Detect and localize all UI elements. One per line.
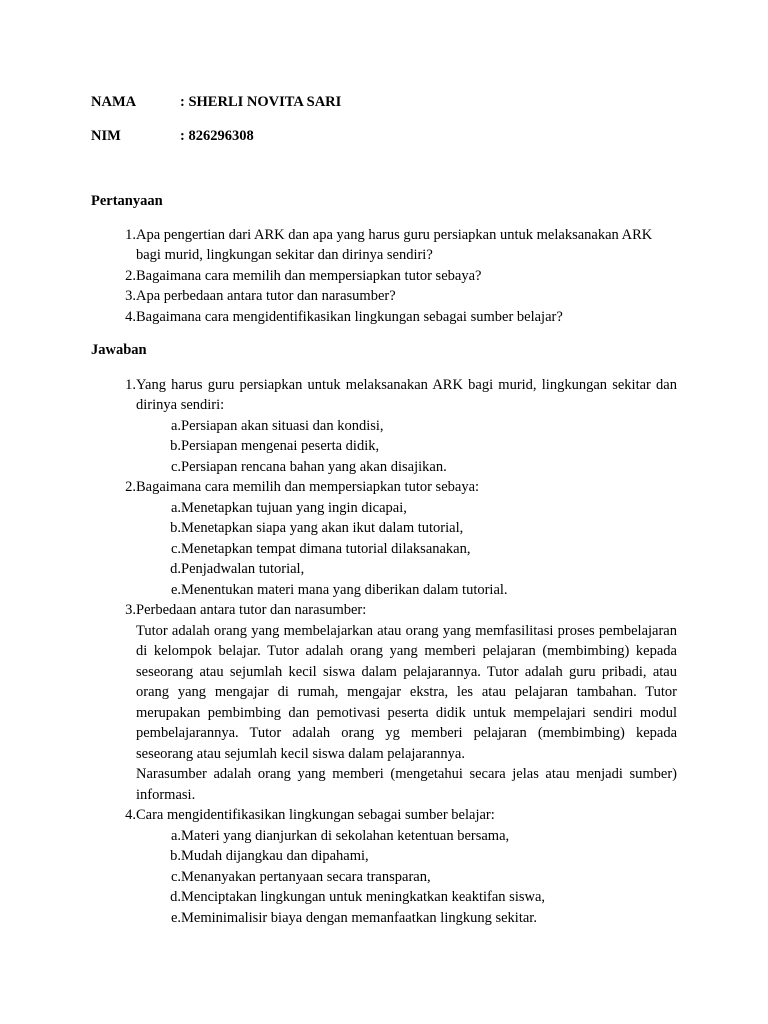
- question-item: [91, 266, 677, 287]
- question-number: 4.: [125, 308, 136, 325]
- subitem-text: Menetapkan tujuan yang ingin dicapai,: [181, 499, 407, 516]
- answer-number: 1.: [125, 376, 136, 393]
- answer-subitem: [136, 518, 677, 539]
- subitem-letter: b.: [170, 438, 181, 454]
- name-label: NAMA: [91, 94, 137, 110]
- answer-subitem: [136, 539, 677, 560]
- answer-subitem: [136, 498, 677, 519]
- answer-subitem: [136, 580, 677, 601]
- subitem-letter: a.: [170, 417, 181, 434]
- answer-subitem: [136, 436, 677, 457]
- subitem-letter: c.: [170, 868, 181, 885]
- answer-paragraph: Narasumber adalah orang yang memberi (mengetahui secara jelas atau menjadi sumber) informasi.: [136, 766, 677, 803]
- questions-heading: Pertanyaan: [91, 193, 163, 209]
- subitem-letter: c.: [170, 458, 181, 475]
- question-text: Apa pengertian dari ARK dan apa yang harus guru persiapkan untuk melaksanakan ARK bagi murid, lingkungan sekitar dan dirinya sendiri?: [136, 226, 653, 263]
- question-item: [91, 307, 677, 328]
- answer-subitem: [136, 559, 677, 580]
- nim-value: : 826296308: [180, 127, 254, 144]
- answer-paragraph: Tutor adalah orang yang membelajarkan atau orang yang memfasilitasi proses pembelajaran di kelompok belajar. Tutor adalah orang yang memberi pelajaran (membimbing) kepada seseorang atau sejumlah kecil siswa dalam pelajarannya. Tutor adalah guru pribadi, atau orang yang mengajar di rumah, mengajar ekstra, les atau pelajaran tambahan. Tutor merupakan pembimbing dan pemotivasi peserta didik untuk mempelajari sendiri modul pembelajarannya. Tutor adalah orang yg memberi pelajaran (membimbing) kepada seseorang atau sejumlah kecil siswa dalam pelajarannya.: [136, 622, 677, 762]
- question-number: 2.: [125, 267, 136, 284]
- document-content: [91, 92, 677, 928]
- answers-heading: Jawaban: [91, 342, 147, 358]
- answer-subitem: [136, 867, 677, 888]
- subitem-text: Menetapkan siapa yang akan ikut dalam tutorial,: [181, 520, 464, 536]
- nim-label: NIM: [91, 127, 121, 144]
- answer-item: [91, 805, 677, 928]
- question-text: Apa perbedaan antara tutor dan narasumber?: [136, 288, 396, 304]
- answer-item: [91, 600, 677, 805]
- subitem-letter: d.: [170, 889, 181, 905]
- question-item: [91, 286, 677, 307]
- subitem-text: Menetapkan tempat dimana tutorial dilaksanakan,: [181, 540, 471, 557]
- subitem-text: Mudah dijangkau dan dipahami,: [181, 848, 369, 864]
- subitem-text: Materi yang dianjurkan di sekolahan ketentuan bersama,: [181, 827, 510, 844]
- subitem-letter: e.: [170, 909, 181, 926]
- answer-text: Perbedaan antara tutor dan narasumber:: [136, 602, 367, 618]
- subitem-letter: b.: [170, 520, 181, 536]
- nim-field: [91, 126, 677, 147]
- answer-item: [91, 375, 677, 478]
- subitem-letter: c.: [170, 540, 181, 557]
- answer-subitem: [136, 846, 677, 867]
- answer-subitem: [136, 416, 677, 437]
- question-number: 1.: [125, 226, 136, 243]
- subitem-letter: a.: [170, 499, 181, 516]
- answer-number: 4.: [125, 807, 136, 823]
- name-value: : SHERLI NOVITA SARI: [180, 94, 342, 110]
- answer-text: Cara mengidentifikasikan lingkungan sebagai sumber belajar:: [136, 807, 495, 823]
- subitem-text: Menanyakan pertanyaan secara transparan,: [181, 868, 431, 885]
- subitem-text: Persiapan akan situasi dan kondisi,: [181, 417, 384, 434]
- subitem-text: Persiapan rencana bahan yang akan disajikan.: [181, 458, 447, 475]
- subitem-letter: a.: [170, 827, 181, 844]
- answers-list: [91, 375, 677, 929]
- subitem-text: Persiapan mengenai peserta didik,: [181, 438, 380, 454]
- answer-number: 3.: [125, 602, 136, 618]
- questions-list: [91, 225, 677, 328]
- answer-number: 2.: [125, 479, 136, 495]
- subitem-text: Penjadwalan tutorial,: [181, 561, 305, 577]
- answer-text: Bagaimana cara memilih dan mempersiapkan tutor sebaya:: [136, 479, 480, 495]
- answer-subitem: [136, 908, 677, 929]
- question-item: [91, 225, 677, 266]
- question-text: Bagaimana cara mengidentifikasikan lingkungan sebagai sumber belajar?: [136, 308, 563, 325]
- subitem-text: Menentukan materi mana yang diberikan dalam tutorial.: [181, 581, 508, 598]
- question-text: Bagaimana cara memilih dan mempersiapkan tutor sebaya?: [136, 267, 482, 284]
- subitem-letter: d.: [170, 561, 181, 577]
- answer-subitem: [136, 457, 677, 478]
- subitem-text: Menciptakan lingkungan untuk meningkatkan keaktifan siswa,: [181, 889, 546, 905]
- name-field: [91, 92, 677, 113]
- question-number: 3.: [125, 288, 136, 304]
- answer-subitem: [136, 887, 677, 908]
- subitem-text: Meminimalisir biaya dengan memanfaatkan lingkung sekitar.: [181, 909, 537, 926]
- answer-item: [91, 477, 677, 600]
- answer-text: Yang harus guru persiapkan untuk melaksanakan ARK bagi murid, lingkungan sekitar dan dirinya sendiri:: [136, 376, 677, 413]
- answer-subitem: [136, 826, 677, 847]
- subitem-letter: b.: [170, 848, 181, 864]
- subitem-letter: e.: [170, 581, 181, 598]
